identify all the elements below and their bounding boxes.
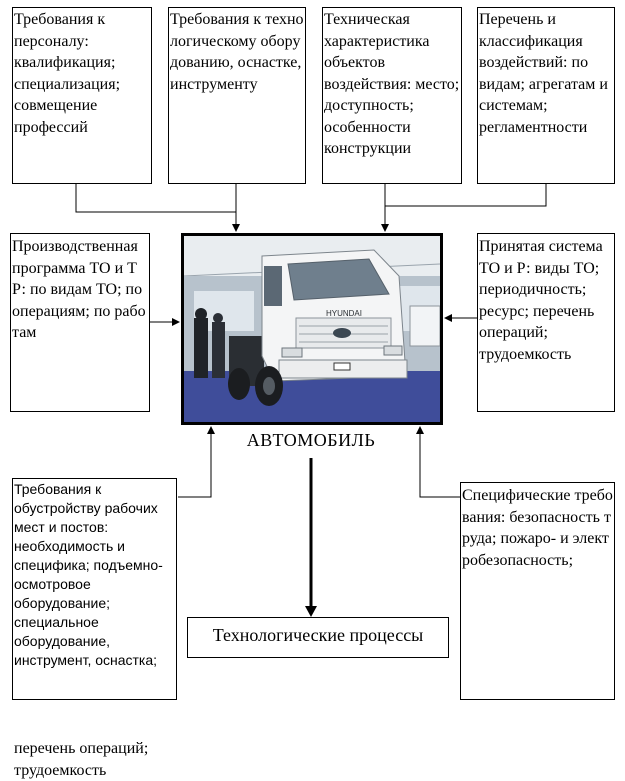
box-object-characteristics-text: Техническая характеристика объектов воздействия: место; доступность; особенности конструкции [324,11,460,157]
box-impact-classification-text: Перечень и классификация воздействий: по видам; агрегатам и системам; регламентности [479,11,608,136]
truck-illustration [184,236,440,422]
box-specific-requirements-text: Специфические требования: безопасность труда; пожаро- и электробезопасность; [462,487,613,569]
connector-top-right [385,184,546,206]
truck-brand-badge: HYUNDAI [325,309,363,318]
box-production-program-text: Производственная программа ТО и ТР: по видам ТО; по операциям; по работам [12,238,146,341]
connector-bottom-right [420,427,460,497]
technological-processes-label: Технологические процессы [212,625,424,645]
connector-top-left [76,184,236,212]
arrowhead-to-process [305,606,317,617]
box-workplace-requirements-text: Требования к обустройству рабочих мест и постов: необходимость и специфика; подъемно-осмотровое оборудование; специальное оборудование, инструмент, оснастка; [14,481,163,668]
automobile-caption: АВТОМОБИЛЬ [246,430,376,450]
box-personnel-requirements-text: Требования к персоналу: квалификация; специализация; совмещение профессий [14,11,121,136]
box-equipment-requirements-text: Требования к технологическому оборудованию, оснастке, инструменту [170,11,304,93]
box-workplace-requirements-extra: перечень операций; трудоемкость [14,740,149,779]
truck-photo [181,233,443,425]
box-maintenance-system-text: Принятая система ТО и Р: виды ТО; периодичность; ресурс; перечень операций; трудоемкость [479,238,603,363]
